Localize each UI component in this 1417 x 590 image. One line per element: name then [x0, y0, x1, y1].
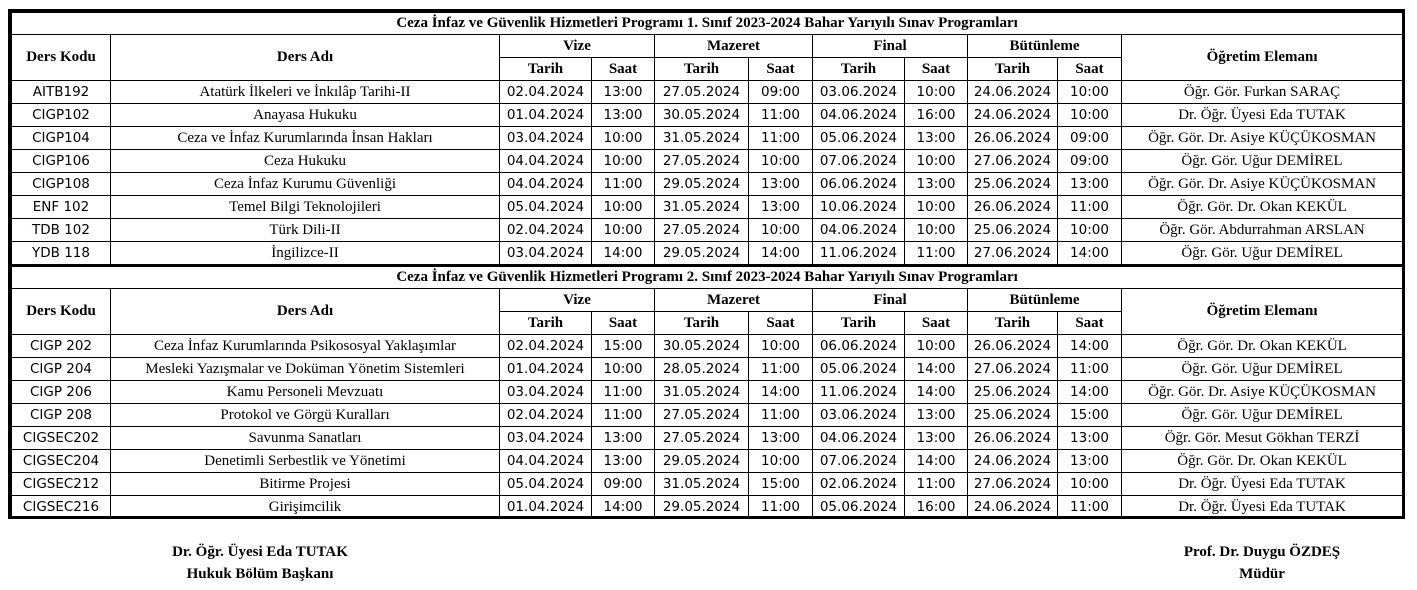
course-row — [12, 450, 1403, 473]
final-date-cell: 05.06.2024 — [813, 127, 905, 150]
course-row — [12, 358, 1403, 381]
header-date: Tarih — [968, 312, 1058, 335]
final-date-cell: 05.06.2024 — [813, 496, 905, 519]
mazeret-date-cell: 31.05.2024 — [655, 473, 749, 496]
mazeret-date-cell: 30.05.2024 — [655, 104, 749, 127]
mazeret-time-cell: 11:00 — [749, 496, 813, 519]
vize-time-cell: 14:00 — [592, 496, 655, 519]
vize-time-cell: 10:00 — [592, 219, 655, 242]
mazeret-date-cell: 30.05.2024 — [655, 335, 749, 358]
header-date: Tarih — [655, 312, 749, 335]
course-name-cell: Bitirme Projesi — [111, 473, 500, 496]
final-date-cell: 02.06.2024 — [813, 473, 905, 496]
course-row — [12, 219, 1403, 242]
vize-time-cell: 14:00 — [592, 242, 655, 266]
instructor-cell: Öğr. Gör. Dr. Asiye KÜÇÜKOSMAN — [1122, 127, 1403, 150]
course-row — [12, 496, 1403, 519]
exam-schedule-table — [11, 12, 1403, 519]
header-course-name: Ders Adı — [111, 35, 500, 81]
butunleme-date-cell: 27.06.2024 — [968, 242, 1058, 266]
butunleme-time-cell: 14:00 — [1058, 381, 1122, 404]
course-name-cell: Savunma Sanatları — [111, 427, 500, 450]
header-date: Tarih — [500, 58, 592, 81]
mazeret-date-cell: 29.05.2024 — [655, 450, 749, 473]
vize-time-cell: 10:00 — [592, 150, 655, 173]
instructor-cell: Öğr. Gör. Dr. Okan KEKÜL — [1122, 335, 1403, 358]
mazeret-time-cell: 13:00 — [749, 427, 813, 450]
course-name-cell: Kamu Personeli Mevzuatı — [111, 381, 500, 404]
signature-right-title: Müdür — [1239, 566, 1285, 582]
course-name-cell: Protokol ve Görgü Kuralları — [111, 404, 500, 427]
vize-time-cell: 10:00 — [592, 358, 655, 381]
butunleme-time-cell: 10:00 — [1058, 81, 1122, 104]
header-vize: Vize — [500, 289, 655, 312]
final-time-cell: 10:00 — [905, 150, 968, 173]
butunleme-time-cell: 14:00 — [1058, 242, 1122, 266]
instructor-cell: Dr. Öğr. Üyesi Eda TUTAK — [1122, 473, 1403, 496]
mazeret-date-cell: 31.05.2024 — [655, 196, 749, 219]
final-time-cell: 13:00 — [905, 127, 968, 150]
mazeret-time-cell: 11:00 — [749, 358, 813, 381]
course-row — [12, 473, 1403, 496]
header-time: Saat — [749, 312, 813, 335]
instructor-cell: Öğr. Gör. Uğur DEMİREL — [1122, 242, 1403, 266]
course-row — [12, 196, 1403, 219]
vize-time-cell: 11:00 — [592, 381, 655, 404]
vize-time-cell: 13:00 — [592, 427, 655, 450]
header-time: Saat — [905, 312, 968, 335]
mazeret-time-cell: 10:00 — [749, 450, 813, 473]
signature-left — [140, 541, 380, 585]
section-title: Ceza İnfaz ve Güvenlik Hizmetleri Programı 2. Sınıf 2023-2024 Bahar Yarıyılı Sınav Programları — [12, 266, 1403, 289]
butunleme-date-cell: 24.06.2024 — [968, 450, 1058, 473]
course-name-cell: Anayasa Hukuku — [111, 104, 500, 127]
course-row — [12, 173, 1403, 196]
instructor-cell: Öğr. Gör. Uğur DEMİREL — [1122, 150, 1403, 173]
course-name-cell: Denetimli Serbestlik ve Yönetimi — [111, 450, 500, 473]
vize-date-cell: 01.04.2024 — [500, 104, 592, 127]
vize-date-cell: 03.04.2024 — [500, 427, 592, 450]
final-time-cell: 16:00 — [905, 104, 968, 127]
butunleme-date-cell: 24.06.2024 — [968, 104, 1058, 127]
final-date-cell: 06.06.2024 — [813, 335, 905, 358]
instructor-cell: Öğr. Gör. Uğur DEMİREL — [1122, 404, 1403, 427]
butunleme-date-cell: 27.06.2024 — [968, 150, 1058, 173]
course-code-cell: CIGSEC212 — [12, 473, 111, 496]
header-date: Tarih — [813, 312, 905, 335]
vize-date-cell: 02.04.2024 — [500, 404, 592, 427]
mazeret-time-cell: 13:00 — [749, 196, 813, 219]
mazeret-date-cell: 29.05.2024 — [655, 496, 749, 519]
course-name-cell: Atatürk İlkeleri ve İnkılâp Tarihi-II — [111, 81, 500, 104]
butunleme-time-cell: 13:00 — [1058, 427, 1122, 450]
instructor-cell: Öğr. Gör. Abdurrahman ARSLAN — [1122, 219, 1403, 242]
vize-date-cell: 02.04.2024 — [500, 81, 592, 104]
mazeret-time-cell: 10:00 — [749, 335, 813, 358]
vize-date-cell: 02.04.2024 — [500, 335, 592, 358]
header-instructor: Öğretim Elemanı — [1122, 35, 1403, 81]
header-course-name: Ders Adı — [111, 289, 500, 335]
vize-date-cell: 01.04.2024 — [500, 358, 592, 381]
mazeret-time-cell: 14:00 — [749, 381, 813, 404]
mazeret-date-cell: 27.05.2024 — [655, 81, 749, 104]
mazeret-time-cell: 14:00 — [749, 242, 813, 266]
final-time-cell: 16:00 — [905, 496, 968, 519]
header-time: Saat — [592, 58, 655, 81]
final-date-cell: 06.06.2024 — [813, 173, 905, 196]
course-code-cell: CIGP 202 — [12, 335, 111, 358]
final-date-cell: 04.06.2024 — [813, 104, 905, 127]
butunleme-time-cell: 09:00 — [1058, 150, 1122, 173]
mazeret-time-cell: 10:00 — [749, 150, 813, 173]
butunleme-time-cell: 11:00 — [1058, 358, 1122, 381]
mazeret-date-cell: 27.05.2024 — [655, 404, 749, 427]
mazeret-time-cell: 10:00 — [749, 219, 813, 242]
course-code-cell: CIGP 208 — [12, 404, 111, 427]
mazeret-date-cell: 28.05.2024 — [655, 358, 749, 381]
header-time: Saat — [1058, 58, 1122, 81]
course-code-cell: AITB192 — [12, 81, 111, 104]
instructor-cell: Öğr. Gör. Uğur DEMİREL — [1122, 358, 1403, 381]
butunleme-date-cell: 24.06.2024 — [968, 496, 1058, 519]
header-course-code: Ders Kodu — [12, 35, 111, 81]
final-time-cell: 10:00 — [905, 219, 968, 242]
course-code-cell: ENF 102 — [12, 196, 111, 219]
section-title-row — [12, 13, 1403, 35]
butunleme-date-cell: 25.06.2024 — [968, 219, 1058, 242]
final-date-cell: 10.06.2024 — [813, 196, 905, 219]
exam-schedule-frame — [8, 9, 1405, 519]
header-time: Saat — [905, 58, 968, 81]
course-code-cell: CIGSEC202 — [12, 427, 111, 450]
final-date-cell: 07.06.2024 — [813, 450, 905, 473]
section-title: Ceza İnfaz ve Güvenlik Hizmetleri Programı 1. Sınıf 2023-2024 Bahar Yarıyılı Sınav Programları — [12, 13, 1403, 35]
mazeret-date-cell: 31.05.2024 — [655, 381, 749, 404]
final-time-cell: 14:00 — [905, 450, 968, 473]
vize-date-cell: 03.04.2024 — [500, 381, 592, 404]
mazeret-date-cell: 31.05.2024 — [655, 127, 749, 150]
final-date-cell: 11.06.2024 — [813, 242, 905, 266]
mazeret-time-cell: 11:00 — [749, 404, 813, 427]
course-name-cell: Ceza ve İnfaz Kurumlarında İnsan Hakları — [111, 127, 500, 150]
vize-date-cell: 04.04.2024 — [500, 173, 592, 196]
section-title-row — [12, 266, 1403, 289]
course-code-cell: CIGSEC204 — [12, 450, 111, 473]
header-course-code: Ders Kodu — [12, 289, 111, 335]
signature-left-title: Hukuk Bölüm Başkanı — [186, 566, 334, 582]
vize-date-cell: 03.04.2024 — [500, 242, 592, 266]
vize-date-cell: 03.04.2024 — [500, 127, 592, 150]
header-date: Tarih — [813, 58, 905, 81]
butunleme-date-cell: 26.06.2024 — [968, 427, 1058, 450]
header-mazeret: Mazeret — [655, 35, 813, 58]
signature-left-name: Dr. Öğr. Üyesi Eda TUTAK — [172, 544, 348, 560]
butunleme-time-cell: 09:00 — [1058, 127, 1122, 150]
course-name-cell: İngilizce-II — [111, 242, 500, 266]
instructor-cell: Öğr. Gör. Mesut Gökhan TERZİ — [1122, 427, 1403, 450]
vize-date-cell: 05.04.2024 — [500, 196, 592, 219]
final-date-cell: 04.06.2024 — [813, 427, 905, 450]
course-row — [12, 427, 1403, 450]
header-time: Saat — [1058, 312, 1122, 335]
mazeret-time-cell: 13:00 — [749, 173, 813, 196]
header-date: Tarih — [968, 58, 1058, 81]
butunleme-date-cell: 25.06.2024 — [968, 404, 1058, 427]
course-row — [12, 81, 1403, 104]
final-time-cell: 11:00 — [905, 473, 968, 496]
mazeret-date-cell: 29.05.2024 — [655, 242, 749, 266]
butunleme-time-cell: 13:00 — [1058, 173, 1122, 196]
butunleme-date-cell: 26.06.2024 — [968, 335, 1058, 358]
butunleme-date-cell: 25.06.2024 — [968, 381, 1058, 404]
course-name-cell: Ceza İnfaz Kurumlarında Psikososyal Yaklaşımlar — [111, 335, 500, 358]
final-time-cell: 14:00 — [905, 381, 968, 404]
butunleme-time-cell: 14:00 — [1058, 335, 1122, 358]
vize-time-cell: 11:00 — [592, 404, 655, 427]
final-date-cell: 11.06.2024 — [813, 381, 905, 404]
course-name-cell: Ceza Hukuku — [111, 150, 500, 173]
course-code-cell: CIGP108 — [12, 173, 111, 196]
vize-time-cell: 13:00 — [592, 450, 655, 473]
course-code-cell: TDB 102 — [12, 219, 111, 242]
mazeret-date-cell: 27.05.2024 — [655, 219, 749, 242]
instructor-cell: Öğr. Gör. Dr. Asiye KÜÇÜKOSMAN — [1122, 381, 1403, 404]
course-code-cell: CIGP 206 — [12, 381, 111, 404]
vize-time-cell: 15:00 — [592, 335, 655, 358]
vize-time-cell: 13:00 — [592, 81, 655, 104]
butunleme-time-cell: 10:00 — [1058, 104, 1122, 127]
butunleme-time-cell: 10:00 — [1058, 473, 1122, 496]
butunleme-date-cell: 27.06.2024 — [968, 358, 1058, 381]
instructor-cell: Öğr. Gör. Dr. Asiye KÜÇÜKOSMAN — [1122, 173, 1403, 196]
butunleme-date-cell: 24.06.2024 — [968, 81, 1058, 104]
vize-date-cell: 04.04.2024 — [500, 150, 592, 173]
course-row — [12, 381, 1403, 404]
header-time: Saat — [592, 312, 655, 335]
signature-right-name: Prof. Dr. Duygu ÖZDEŞ — [1183, 544, 1341, 560]
mazeret-date-cell: 29.05.2024 — [655, 173, 749, 196]
header-final: Final — [813, 289, 968, 312]
final-date-cell: 04.06.2024 — [813, 219, 905, 242]
instructor-cell: Öğr. Gör. Dr. Okan KEKÜL — [1122, 196, 1403, 219]
butunleme-date-cell: 26.06.2024 — [968, 196, 1058, 219]
mazeret-time-cell: 09:00 — [749, 81, 813, 104]
header-butunleme: Bütünleme — [968, 289, 1122, 312]
header-row — [12, 35, 1403, 58]
vize-time-cell: 13:00 — [592, 104, 655, 127]
course-name-cell: Temel Bilgi Teknolojileri — [111, 196, 500, 219]
final-time-cell: 13:00 — [905, 173, 968, 196]
butunleme-time-cell: 15:00 — [1058, 404, 1122, 427]
course-row — [12, 104, 1403, 127]
instructor-cell: Öğr. Gör. Furkan SARAÇ — [1122, 81, 1403, 104]
header-instructor: Öğretim Elemanı — [1122, 289, 1403, 335]
butunleme-time-cell: 10:00 — [1058, 219, 1122, 242]
vize-date-cell: 02.04.2024 — [500, 219, 592, 242]
mazeret-date-cell: 27.05.2024 — [655, 427, 749, 450]
header-mazeret: Mazeret — [655, 289, 813, 312]
final-time-cell: 13:00 — [905, 427, 968, 450]
butunleme-date-cell: 26.06.2024 — [968, 127, 1058, 150]
vize-date-cell: 04.04.2024 — [500, 450, 592, 473]
vize-time-cell: 09:00 — [592, 473, 655, 496]
header-vize: Vize — [500, 35, 655, 58]
instructor-cell: Dr. Öğr. Üyesi Eda TUTAK — [1122, 496, 1403, 519]
mazeret-time-cell: 15:00 — [749, 473, 813, 496]
instructor-cell: Dr. Öğr. Üyesi Eda TUTAK — [1122, 104, 1403, 127]
header-final: Final — [813, 35, 968, 58]
course-code-cell: CIGP106 — [12, 150, 111, 173]
course-name-cell: Türk Dili-II — [111, 219, 500, 242]
final-time-cell: 13:00 — [905, 404, 968, 427]
final-date-cell: 03.06.2024 — [813, 81, 905, 104]
schedule-body — [12, 13, 1403, 519]
course-row — [12, 335, 1403, 358]
final-date-cell: 07.06.2024 — [813, 150, 905, 173]
header-date: Tarih — [655, 58, 749, 81]
final-time-cell: 10:00 — [905, 196, 968, 219]
instructor-cell: Öğr. Gör. Dr. Okan KEKÜL — [1122, 450, 1403, 473]
butunleme-time-cell: 13:00 — [1058, 450, 1122, 473]
header-row — [12, 289, 1403, 312]
butunleme-time-cell: 11:00 — [1058, 196, 1122, 219]
mazeret-time-cell: 11:00 — [749, 127, 813, 150]
header-time: Saat — [749, 58, 813, 81]
course-row — [12, 150, 1403, 173]
final-time-cell: 14:00 — [905, 358, 968, 381]
final-time-cell: 11:00 — [905, 242, 968, 266]
vize-date-cell: 05.04.2024 — [500, 473, 592, 496]
butunleme-date-cell: 25.06.2024 — [968, 173, 1058, 196]
header-date: Tarih — [500, 312, 592, 335]
course-code-cell: CIGP102 — [12, 104, 111, 127]
course-code-cell: CIGP104 — [12, 127, 111, 150]
header-butunleme: Bütünleme — [968, 35, 1122, 58]
signature-right — [1150, 541, 1374, 585]
final-date-cell: 03.06.2024 — [813, 404, 905, 427]
course-name-cell: Girişimcilik — [111, 496, 500, 519]
butunleme-time-cell: 11:00 — [1058, 496, 1122, 519]
vize-time-cell: 10:00 — [592, 127, 655, 150]
course-row — [12, 127, 1403, 150]
course-row — [12, 404, 1403, 427]
vize-time-cell: 10:00 — [592, 196, 655, 219]
butunleme-date-cell: 27.06.2024 — [968, 473, 1058, 496]
vize-date-cell: 01.04.2024 — [500, 496, 592, 519]
course-row — [12, 242, 1403, 266]
course-name-cell: Mesleki Yazışmalar ve Doküman Yönetim Sistemleri — [111, 358, 500, 381]
course-code-cell: CIGP 204 — [12, 358, 111, 381]
final-time-cell: 10:00 — [905, 335, 968, 358]
final-date-cell: 05.06.2024 — [813, 358, 905, 381]
vize-time-cell: 11:00 — [592, 173, 655, 196]
mazeret-date-cell: 27.05.2024 — [655, 150, 749, 173]
final-time-cell: 10:00 — [905, 81, 968, 104]
course-code-cell: CIGSEC216 — [12, 496, 111, 519]
course-name-cell: Ceza İnfaz Kurumu Güvenliği — [111, 173, 500, 196]
course-code-cell: YDB 118 — [12, 242, 111, 266]
mazeret-time-cell: 11:00 — [749, 104, 813, 127]
